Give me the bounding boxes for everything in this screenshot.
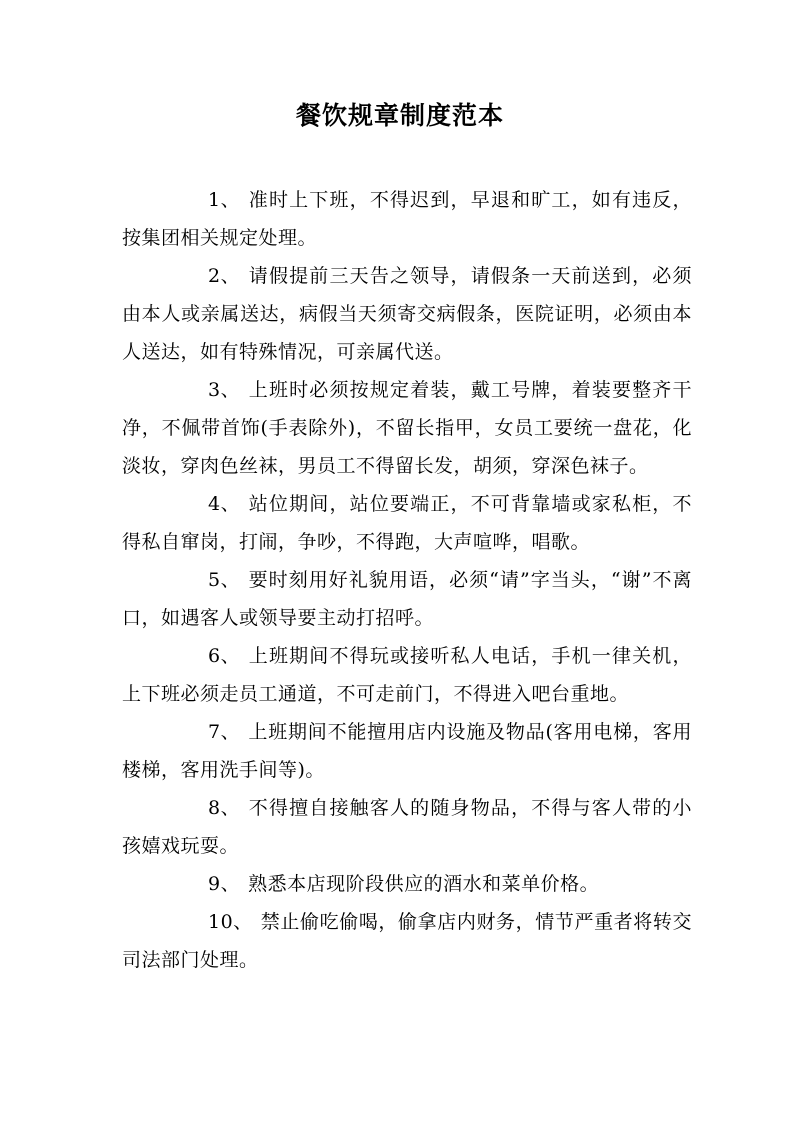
rule-number: 9、 xyxy=(208,873,241,895)
rule-item xyxy=(122,789,692,865)
rule-item xyxy=(122,371,692,485)
rule-number: 8、 xyxy=(208,797,241,819)
rule-number: 4、 xyxy=(208,493,241,515)
rule-item xyxy=(122,485,692,561)
rule-text: 准时上下班，不得迟到，早退和旷工，如有违反，按集团相关规定处理。 xyxy=(122,189,692,249)
rule-item xyxy=(122,865,692,903)
rule-text: 站位期间，站位要端正，不可背靠墙或家私柜，不得私自窜岗，打闹，争吵，不得跑，大声喧哗，唱歌。 xyxy=(122,493,692,553)
rule-number: 10、 xyxy=(208,911,253,933)
rule-number: 6、 xyxy=(208,645,241,667)
rule-number: 3、 xyxy=(208,379,241,401)
rule-item xyxy=(122,637,692,713)
rule-item xyxy=(122,257,692,371)
rule-item xyxy=(122,713,692,789)
rule-text: 上班期间不得玩或接听私人电话，手机一律关机，上下班必须走员工通道，不可走前门，不得进入吧台重地。 xyxy=(122,645,692,705)
rule-text: 要时刻用好礼貌用语，必须“请”字当头，“谢”不离口，如遇客人或领导要主动打招呼。 xyxy=(122,569,692,629)
document-body xyxy=(122,181,692,979)
rule-item xyxy=(122,181,692,257)
rule-number: 1、 xyxy=(208,189,241,211)
rule-text: 请假提前三天告之领导，请假条一天前送到，必须由本人或亲属送达，病假当天须寄交病假条，医院证明，必须由本人送达，如有特殊情况，可亲属代送。 xyxy=(122,265,692,363)
rule-text: 不得擅自接触客人的随身物品，不得与客人带的小孩嬉戏玩耍。 xyxy=(122,797,692,857)
rule-text: 禁止偷吃偷喝，偷拿店内财务，情节严重者将转交司法部门处理。 xyxy=(122,911,692,971)
rule-number: 2、 xyxy=(208,265,241,287)
rule-text: 熟悉本店现阶段供应的酒水和菜单价格。 xyxy=(248,873,600,895)
rule-number: 5、 xyxy=(208,569,241,591)
rule-text: 上班期间不能擅用店内设施及物品(客用电梯，客用楼梯，客用洗手间等)。 xyxy=(122,721,692,781)
rule-text: 上班时必须按规定着装，戴工号牌，着装要整齐干净，不佩带首饰(手表除外)，不留长指甲，女员工要统一盘花，化淡妆，穿肉色丝袜，男员工不得留长发，胡须，穿深色袜子。 xyxy=(122,379,692,477)
rule-number: 7、 xyxy=(208,721,241,743)
rule-item xyxy=(122,561,692,637)
rule-item xyxy=(122,903,692,979)
document-title: 餐饮规章制度范本 xyxy=(295,101,504,130)
